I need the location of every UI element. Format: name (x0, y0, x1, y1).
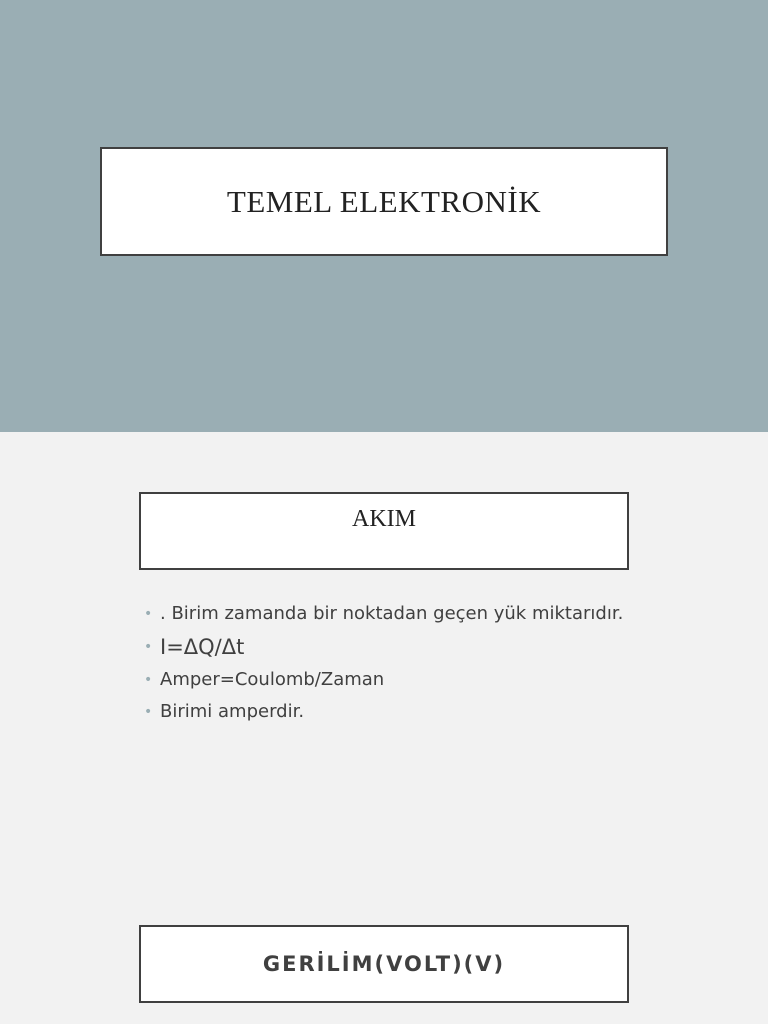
bullet-icon: • (144, 639, 153, 655)
title-box (100, 147, 668, 256)
bullet-text: I=ΔQ∕Δt (160, 635, 245, 659)
gerilim-heading: GERİLİM(VOLT)(V) (262, 952, 506, 976)
bullet-text: Birimi amperdir. (160, 701, 305, 722)
bullet-icon: • (144, 606, 153, 622)
bullet-text: . Birim zamanda bir noktadan geçen yük miktarıdır. (160, 603, 624, 624)
title-slide (0, 0, 768, 432)
slide-title: TEMEL ELEKTRONİK (226, 183, 542, 219)
list-item (144, 598, 704, 630)
bullet-list (144, 598, 704, 728)
akim-heading: AKIM (352, 506, 416, 532)
bullet-icon: • (144, 672, 153, 688)
gerilim-heading-box (139, 925, 629, 1003)
akim-heading-box (139, 492, 629, 570)
list-item (144, 630, 704, 664)
bullet-icon: • (144, 704, 153, 720)
list-item (144, 696, 704, 728)
bullet-text: Amper=Coulomb/Zaman (160, 669, 385, 690)
list-item (144, 664, 704, 696)
